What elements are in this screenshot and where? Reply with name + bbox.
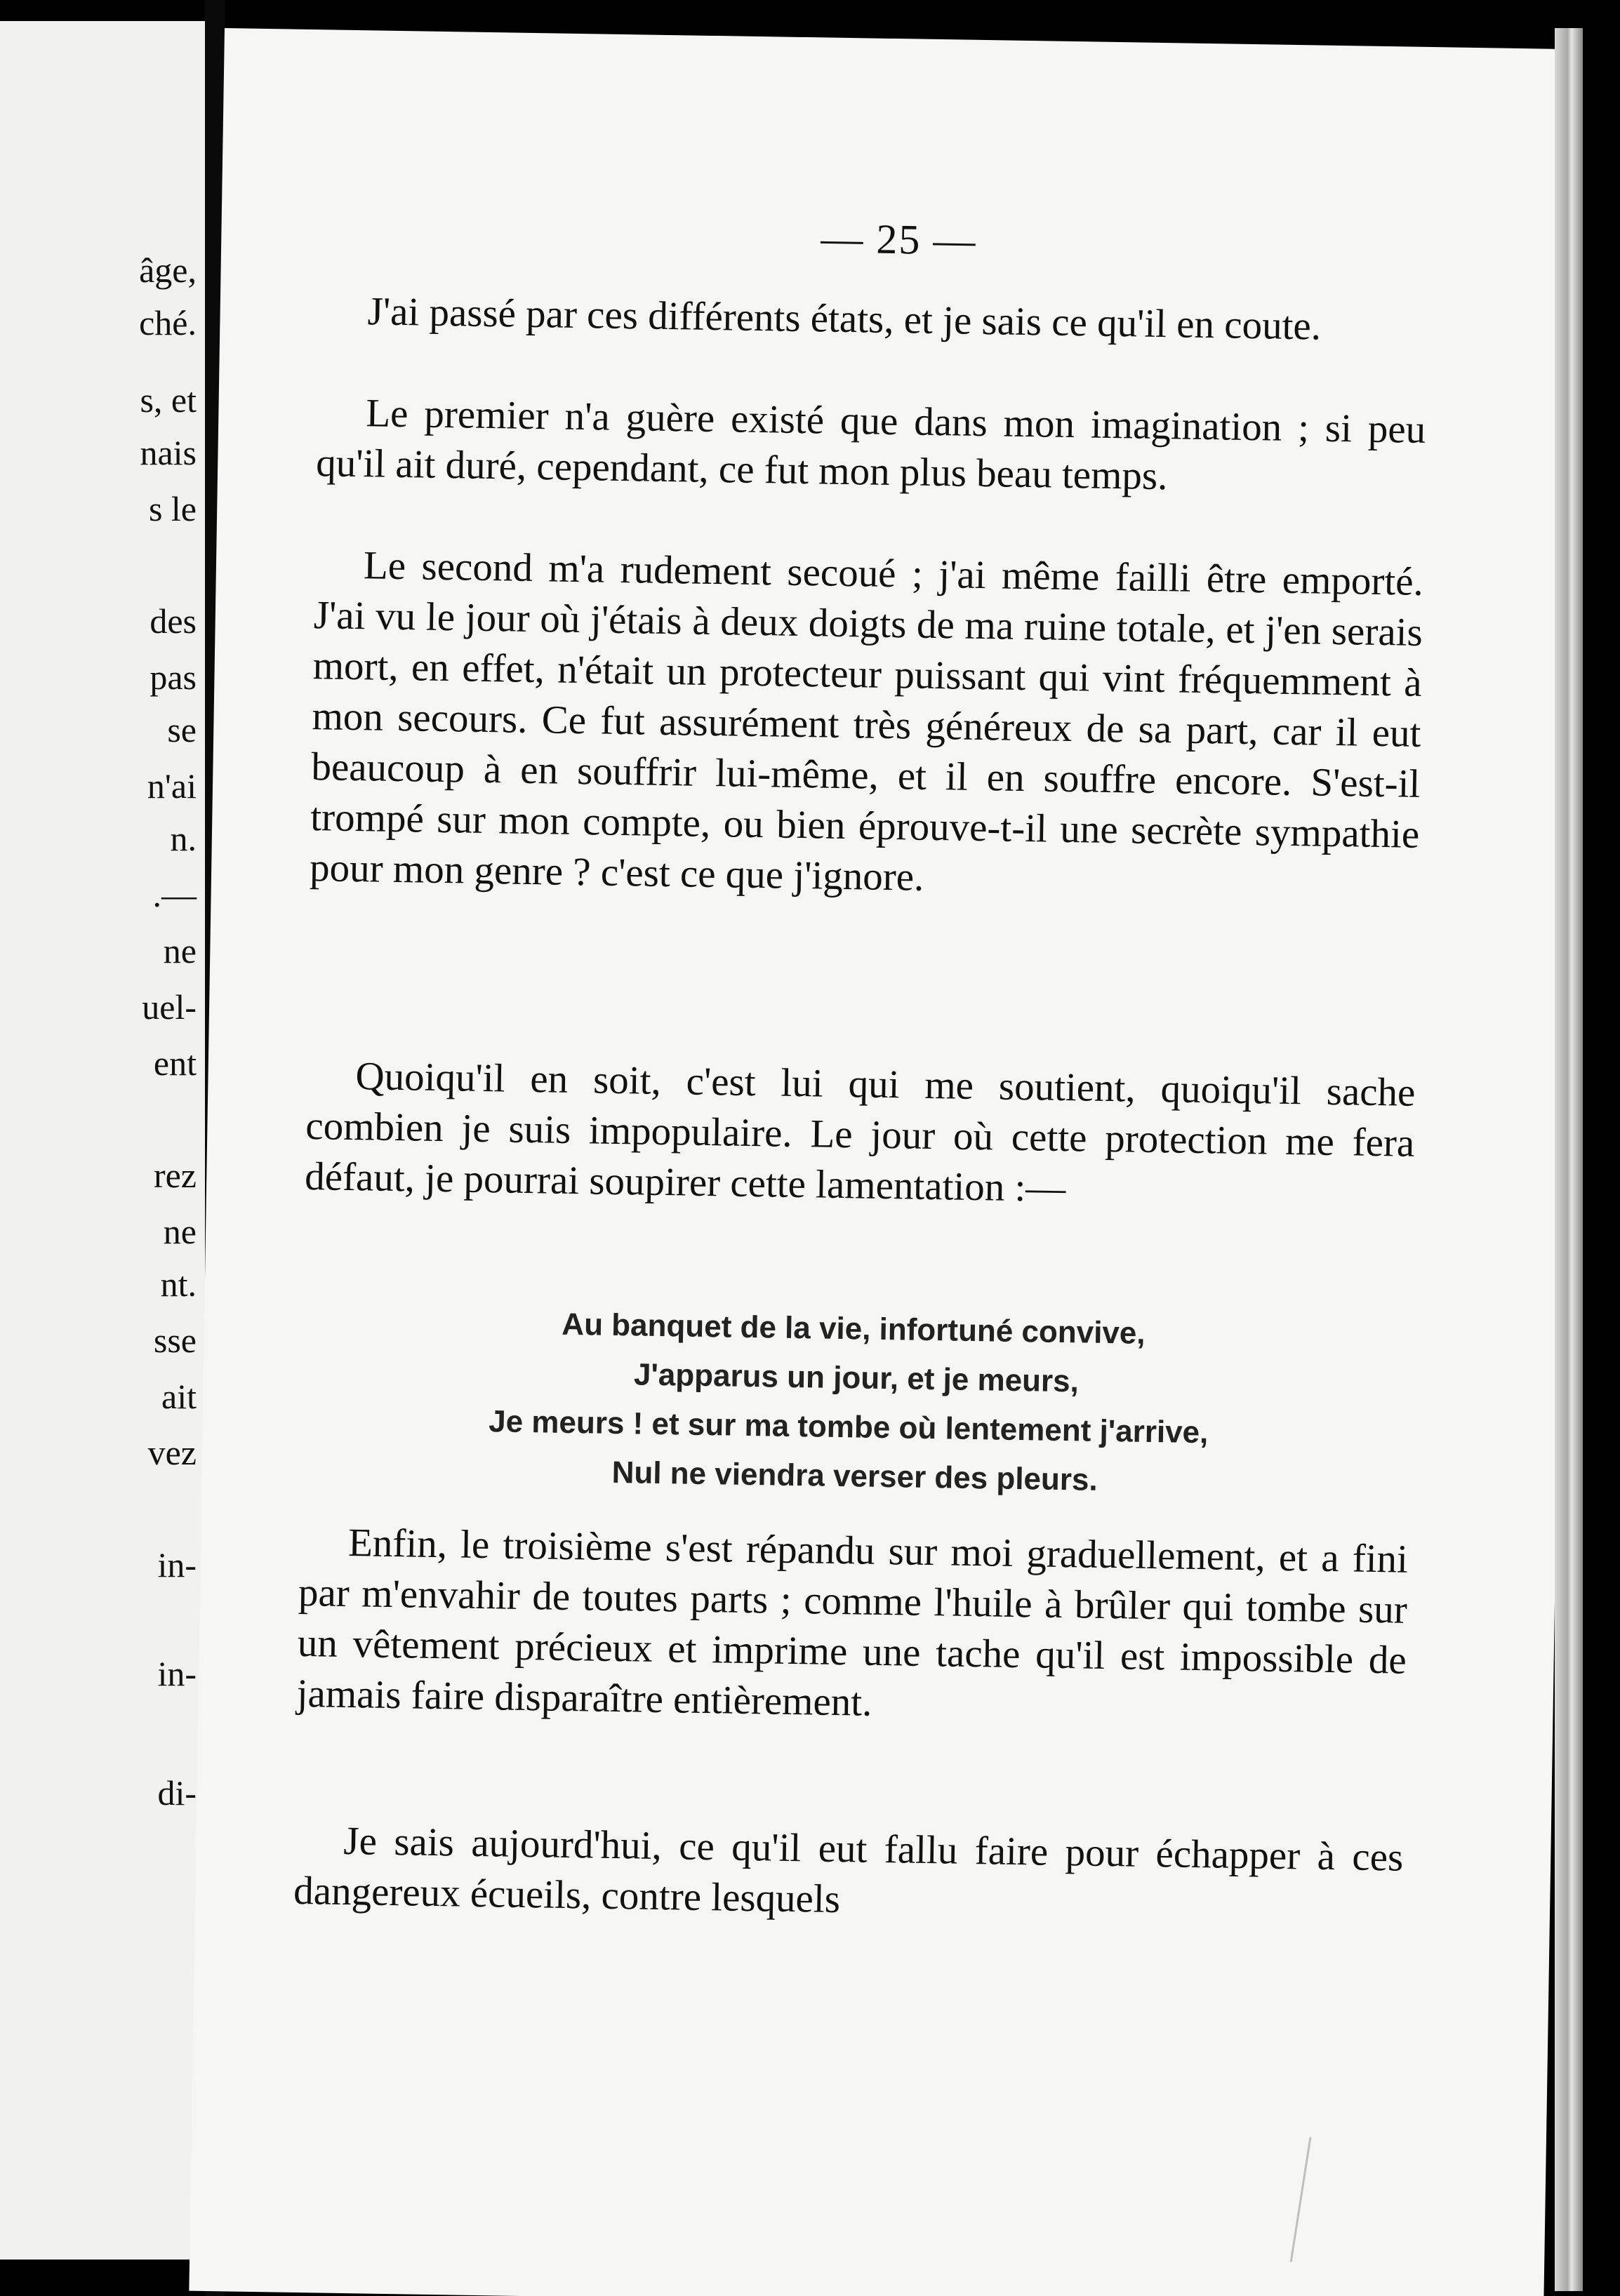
previous-page-line-fragment: ne	[163, 1212, 197, 1251]
previous-page-line-fragment: âge,	[139, 251, 197, 290]
page-stack-edge	[1555, 28, 1583, 2291]
previous-page-line-fragment: n.	[170, 819, 197, 858]
quoted-poem	[201, 1295, 1482, 1511]
previous-page-line-fragment: ne	[163, 931, 197, 970]
previous-page-line-fragment: s, et	[140, 380, 197, 420]
paragraph-4: Quoiqu'il en soit, c'est lui qui me soutient, quoiqu'il sache combien je suis impopulaire. Le jour où cette protection me fera défaut, je pourrai soupirer cette lamentation :—	[304, 1054, 1416, 1211]
previous-page-line-fragment: .—	[152, 875, 197, 914]
previous-page-line-fragment: rez	[153, 1156, 197, 1195]
previous-page-line-fragment: in-	[157, 1545, 197, 1584]
previous-page-line-fragment: ent	[153, 1043, 197, 1083]
poem-line: J'apparus un jour, et je meurs,	[633, 1357, 1080, 1399]
poem-line: Nul ne viendra verser des pleurs.	[611, 1455, 1098, 1497]
paragraph-5: Enfin, le troisième s'est répandu sur moi graduellement, et a fini par m'envahir de toutes parts ; comme l'huile à brûler qui tombe sur un vêtement précieux et imprime une tache qu'il est impossible de jamais faire disparaître entièrement.	[296, 1521, 1409, 1725]
previous-page-line-fragment: s le	[148, 489, 197, 528]
previous-page-line-fragment: ché.	[139, 303, 197, 342]
paragraph-3: Le second m'a rudement secoué ; j'ai même failli être emporté. J'ai vu le jour où j'étais à deux doigts de ma ruine totale, et j'en serais mort, en effet, n'était un protecteur puissant qui vint fréquemment à mon secours. Ce fut assurément très généreux de sa part, car il eut beaucoup à en souffrir lui-même, et il en souffre encore. S'est-il trompé sur mon compte, ou bien éprouve-t-il une secrète sympathie pour mon genre ? c'est ce que j'ignore.	[309, 543, 1424, 900]
book-page	[189, 28, 1579, 2296]
previous-page-line-fragment: in-	[157, 1654, 197, 1693]
poem-line: Au banquet de la vie, infortuné convive,	[562, 1307, 1146, 1351]
previous-page-line-fragment: sse	[153, 1321, 197, 1360]
previous-page-line-fragment: n'ai	[147, 766, 197, 806]
previous-page-line-fragment: di-	[157, 1773, 197, 1813]
previous-page-line-fragment: se	[167, 710, 197, 749]
previous-page-edge	[0, 21, 205, 2260]
scan-scratch	[1290, 2137, 1312, 2262]
previous-page-line-fragment: des	[150, 601, 197, 641]
previous-page-line-fragment: ait	[161, 1377, 197, 1416]
previous-page-line-fragment: nais	[140, 433, 197, 472]
previous-page-line-fragment: vez	[147, 1433, 197, 1472]
previous-page-line-fragment: nt.	[160, 1264, 197, 1304]
previous-page-line-fragment: pas	[150, 658, 197, 697]
page-number: — 25 —	[820, 215, 977, 264]
previous-page-line-fragment: uel-	[142, 987, 197, 1027]
paragraph-1: J'ai passé par ces différents états, et je sais ce qu'il en coute.	[367, 289, 1322, 349]
paragraph-6: Je sais aujourd'hui, ce qu'il eut fallu faire pour échapper à ces dangereux écueils, contre lesquels	[293, 1818, 1404, 1922]
poem-line: Je meurs ! et sur ma tombe où lentement j'arrive,	[488, 1404, 1209, 1450]
paragraph-2: Le premier n'a guère existé que dans mon imagination ; si peu qu'il ait duré, cependant, ce fut mon plus beau temps.	[315, 391, 1426, 499]
